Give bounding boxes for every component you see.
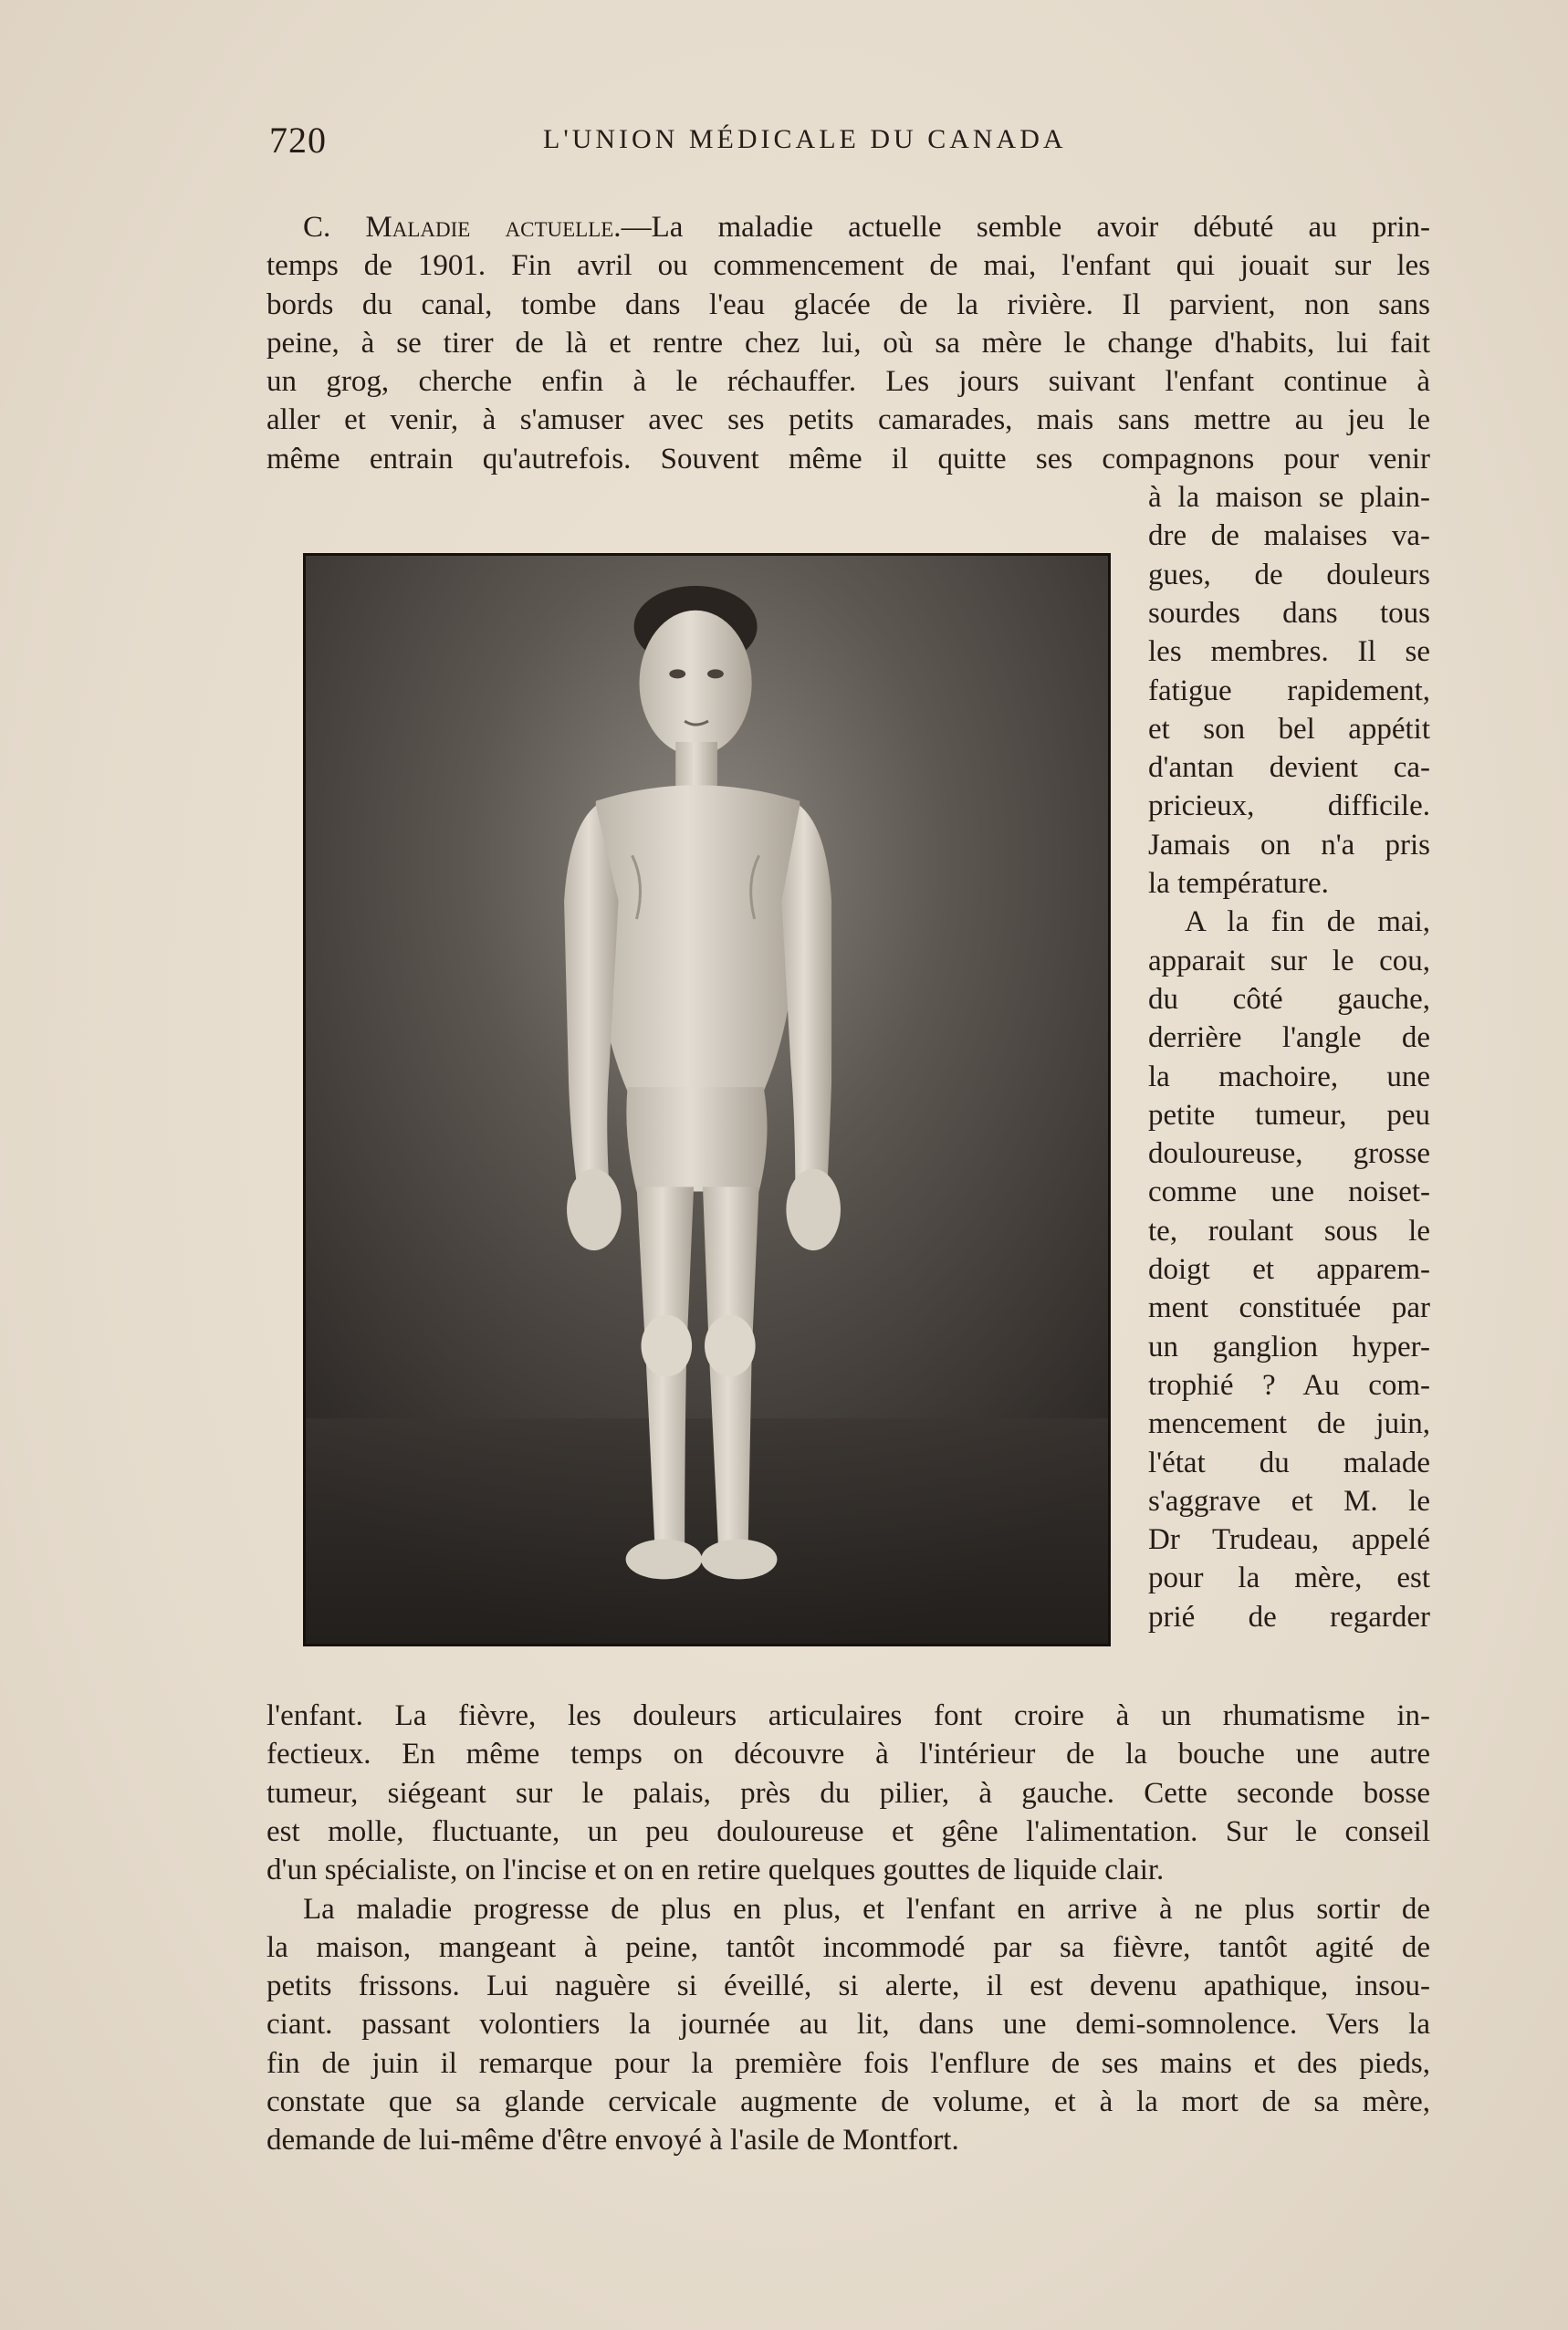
wrapped-text-column bbox=[1148, 478, 1430, 1636]
text-line: bords du canal, tombe dans l'eau glacée de la rivière. Il parvient, non sans bbox=[267, 287, 1430, 321]
text-line: pricieux, difficile. bbox=[1148, 789, 1430, 823]
text-line: l'enfant. La fièvre, les douleurs articulaires font croire à un rhumatisme in- bbox=[267, 1699, 1430, 1733]
text-line: et son bel appétit bbox=[1148, 712, 1430, 746]
text-line: La maladie progresse de plus en plus, et l'enfant en arrive à ne plus sortir de bbox=[303, 1892, 1430, 1926]
text-line: fatigue rapidement, bbox=[1148, 674, 1430, 707]
page-number: 720 bbox=[269, 120, 327, 161]
text-line: ment constituée par bbox=[1148, 1291, 1430, 1325]
text-line: est molle, fluctuante, un peu douloureuse et gêne l'alimentation. Sur le conseil bbox=[267, 1814, 1430, 1848]
text-line: Jamais on n'a pris bbox=[1148, 828, 1430, 862]
text-line: du côté gauche, bbox=[1148, 982, 1430, 1016]
text-line: un ganglion hyper- bbox=[1148, 1330, 1430, 1364]
text-line: les membres. Il se bbox=[1148, 635, 1430, 669]
text-line: constate que sa glande cervicale augmente de volume, et à la mort de sa mère, bbox=[267, 2085, 1430, 2119]
text-line: fin de juin il remarque pour la première fois l'enflure de ses mains et des pieds, bbox=[267, 2046, 1430, 2080]
text-line: Dr Trudeau, appelé bbox=[1148, 1523, 1430, 1557]
text-line: la température. bbox=[1148, 867, 1329, 901]
text-line: aller et venir, à s'amuser avec ses petits camarades, mais sans mettre au jeu le bbox=[267, 403, 1430, 437]
text-line: d'antan devient ca- bbox=[1148, 751, 1430, 785]
text-line: gues, de douleurs bbox=[1148, 558, 1430, 591]
text-line: demande de lui-même d'être envoyé à l'asile de Montfort. bbox=[267, 2124, 959, 2158]
text-line: la machoire, une bbox=[1148, 1060, 1430, 1093]
article-body bbox=[267, 208, 1430, 2160]
text-line: temps de 1901. Fin avril ou commencement de mai, l'enfant qui jouait sur les bbox=[267, 249, 1430, 283]
text-line: trophié ? Au com- bbox=[1148, 1368, 1430, 1402]
text-line: —La maladie actuelle semble avoir débuté au prin- bbox=[621, 211, 1430, 244]
text-line: douloureuse, grosse bbox=[1148, 1137, 1430, 1171]
text-line: l'état du malade bbox=[1148, 1446, 1430, 1479]
figure-block bbox=[267, 478, 1430, 1697]
text-line: tumeur, siégeant sur le palais, près du pilier, à gauche. Cette seconde bosse bbox=[267, 1776, 1430, 1810]
photograph-figure-image bbox=[306, 556, 1108, 1644]
text-line: même entrain qu'autrefois. Souvent même il quitte ses compagnons pour venir bbox=[267, 442, 1430, 475]
text-line: pour la mère, est bbox=[1148, 1562, 1430, 1595]
text-line: s'aggrave et M. le bbox=[1148, 1484, 1430, 1518]
text-line: peine, à se tirer de là et rentre chez lui, où sa mère le change d'habits, lui fait bbox=[267, 326, 1430, 360]
text-line: petits frissons. Lui naguère si éveillé, si alerte, il est devenu apathique, insou- bbox=[267, 1970, 1430, 2003]
text-line: doigt et apparem- bbox=[1148, 1253, 1430, 1287]
section-heading: C. Maladie actuelle. bbox=[303, 211, 622, 244]
text-line: ciant. passant volontiers la journée au lit, dans une demi-somnolence. Vers la bbox=[267, 2008, 1430, 2042]
text-line: d'un spécialiste, on l'incise et on en retire quelques gouttes de liquide clair. bbox=[267, 1854, 1165, 1887]
text-line: fectieux. En même temps on découvre à l'intérieur de la bouche une autre bbox=[267, 1738, 1430, 1771]
text-line: prié de regarder bbox=[1148, 1600, 1430, 1634]
text-line-first bbox=[267, 208, 1430, 246]
text-line: A la fin de mai, bbox=[1185, 905, 1430, 939]
patient-photograph bbox=[303, 553, 1111, 1646]
page-header bbox=[269, 119, 1428, 173]
text-line: derrière l'angle de bbox=[1148, 1021, 1430, 1055]
text-line: un grog, cherche enfin à le réchauffer. Les jours suivant l'enfant continue à bbox=[267, 365, 1430, 399]
text-line: à la maison se plain- bbox=[1148, 481, 1430, 515]
text-line: petite tumeur, peu bbox=[1148, 1098, 1430, 1132]
text-line: mencement de juin, bbox=[1148, 1407, 1430, 1441]
text-line: dre de malaises va- bbox=[1148, 519, 1430, 553]
running-head: L'UNION MÉDICALE DU CANADA bbox=[543, 124, 1067, 154]
text-line: comme une noiset- bbox=[1148, 1175, 1430, 1209]
text-line: te, roulant sous le bbox=[1148, 1214, 1430, 1248]
text-line: apparait sur le cou, bbox=[1148, 944, 1430, 977]
text-line: la maison, mangeant à peine, tantôt incommodé par sa fièvre, tantôt agité de bbox=[267, 1930, 1430, 1964]
text-line: sourdes dans tous bbox=[1148, 596, 1430, 630]
